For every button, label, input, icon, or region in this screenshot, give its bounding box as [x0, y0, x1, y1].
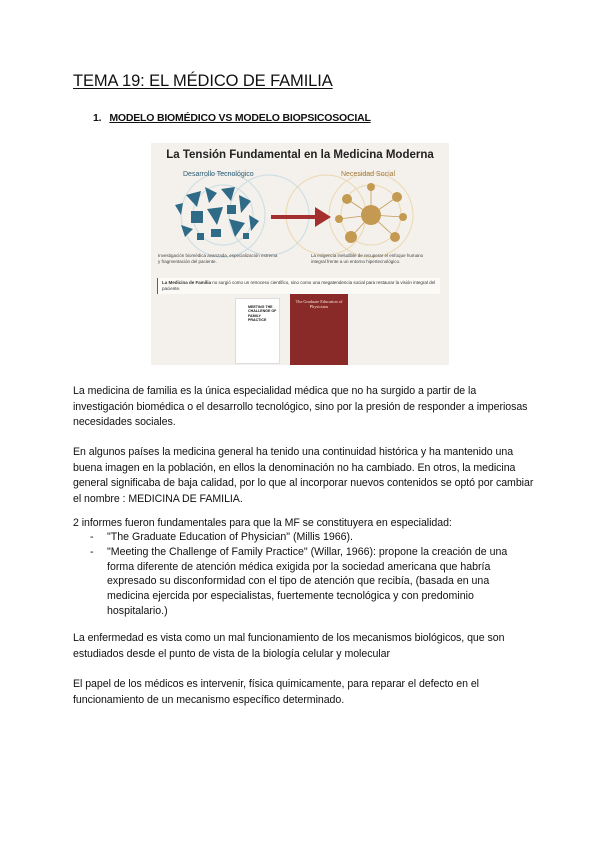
- page-title: TEMA 19: EL MÉDICO DE FAMILIA: [73, 72, 333, 90]
- figure-left-caption: Investigación biomédica avanzada, especialización extrema y fragmentación del paciente.: [158, 253, 278, 264]
- figure-note: [157, 278, 440, 294]
- figure-title: La Tensión Fundamental en la Medicina Moderna: [166, 149, 434, 161]
- section-title: MODELO BIOMÉDICO VS MODELO BIOPSICOSOCIAL: [109, 112, 371, 124]
- list-item: - "Meeting the Challenge of Family Practice" (Willar, 1966): propone la creación de una forma diferente de atención médica exigida por la sociedad americana que habría expresado su disconformidad con el tipo de atención que recibía, (basada en una medicina ejercida por especialistas, fuertemente tecnológica y con predominio hospitalario.): [90, 545, 530, 619]
- figure-right-label: Necesidad Social: [341, 171, 396, 178]
- figure-left-label: Desarrollo Tecnológico: [183, 171, 254, 178]
- figure-right-caption: La exigencia ineludible de recuperar el enfoque humano integral frente a un entorno hipertecnológico.: [311, 253, 424, 264]
- paragraph-3: 2 informes fueron fundamentales para que la MF se constituyera en especialidad:: [73, 517, 452, 529]
- paragraph-4: La enfermedad es vista como un mal funcionamiento de los mecanismos biológicos, que son estudiados desde el punto de vista de la biología celular y molecular: [73, 632, 505, 660]
- arrow-right-icon: [271, 207, 331, 227]
- book-cover-meeting-challenge: [235, 298, 280, 364]
- figure-note-bold: La Medicina de Familia: [162, 280, 212, 285]
- figure-note-text: no surgió como un retroceso científico, sino como una megatendencia social para restaurar la visión integral del paciente.: [162, 280, 436, 291]
- report-list: [90, 530, 530, 619]
- paragraph-5: El papel de los médicos es intervenir, física quimicamente, para reparar el defecto en el funcionamiento de un mecanismo específico determinado.: [73, 678, 479, 706]
- section-heading: [93, 112, 371, 124]
- paragraph-2: En algunos países la medicina general ha tenido una continuidad histórica y ha mantenido una buena imagen en la población, en ellos la denominación no ha cambiado. En otros, la medicina general significaba de baja calidad, por lo que al incorporar nuevos contenidos se optó por cambiar el nombre : MEDICINA DE FAMILIA.: [73, 446, 534, 505]
- infographic-figure: [151, 143, 449, 365]
- section-number: 1.: [93, 112, 102, 124]
- list-item: - "The Graduate Education of Physician" (Millis 1966).: [90, 530, 530, 545]
- paragraph-1: La medicina de familia es la única especialidad médica que no ha surgido a partir de la investigación biomédica o el desarrollo tecnológico, sino por la presión de responder a imperiosas necesidades sociales.: [73, 385, 528, 429]
- book2-title: The Graduate Education of Physicians: [295, 299, 343, 309]
- book-cover-graduate-education: [290, 294, 348, 365]
- book1-title: MEETING THE CHALLENGE OF FAMILY PRACTICE: [248, 305, 277, 322]
